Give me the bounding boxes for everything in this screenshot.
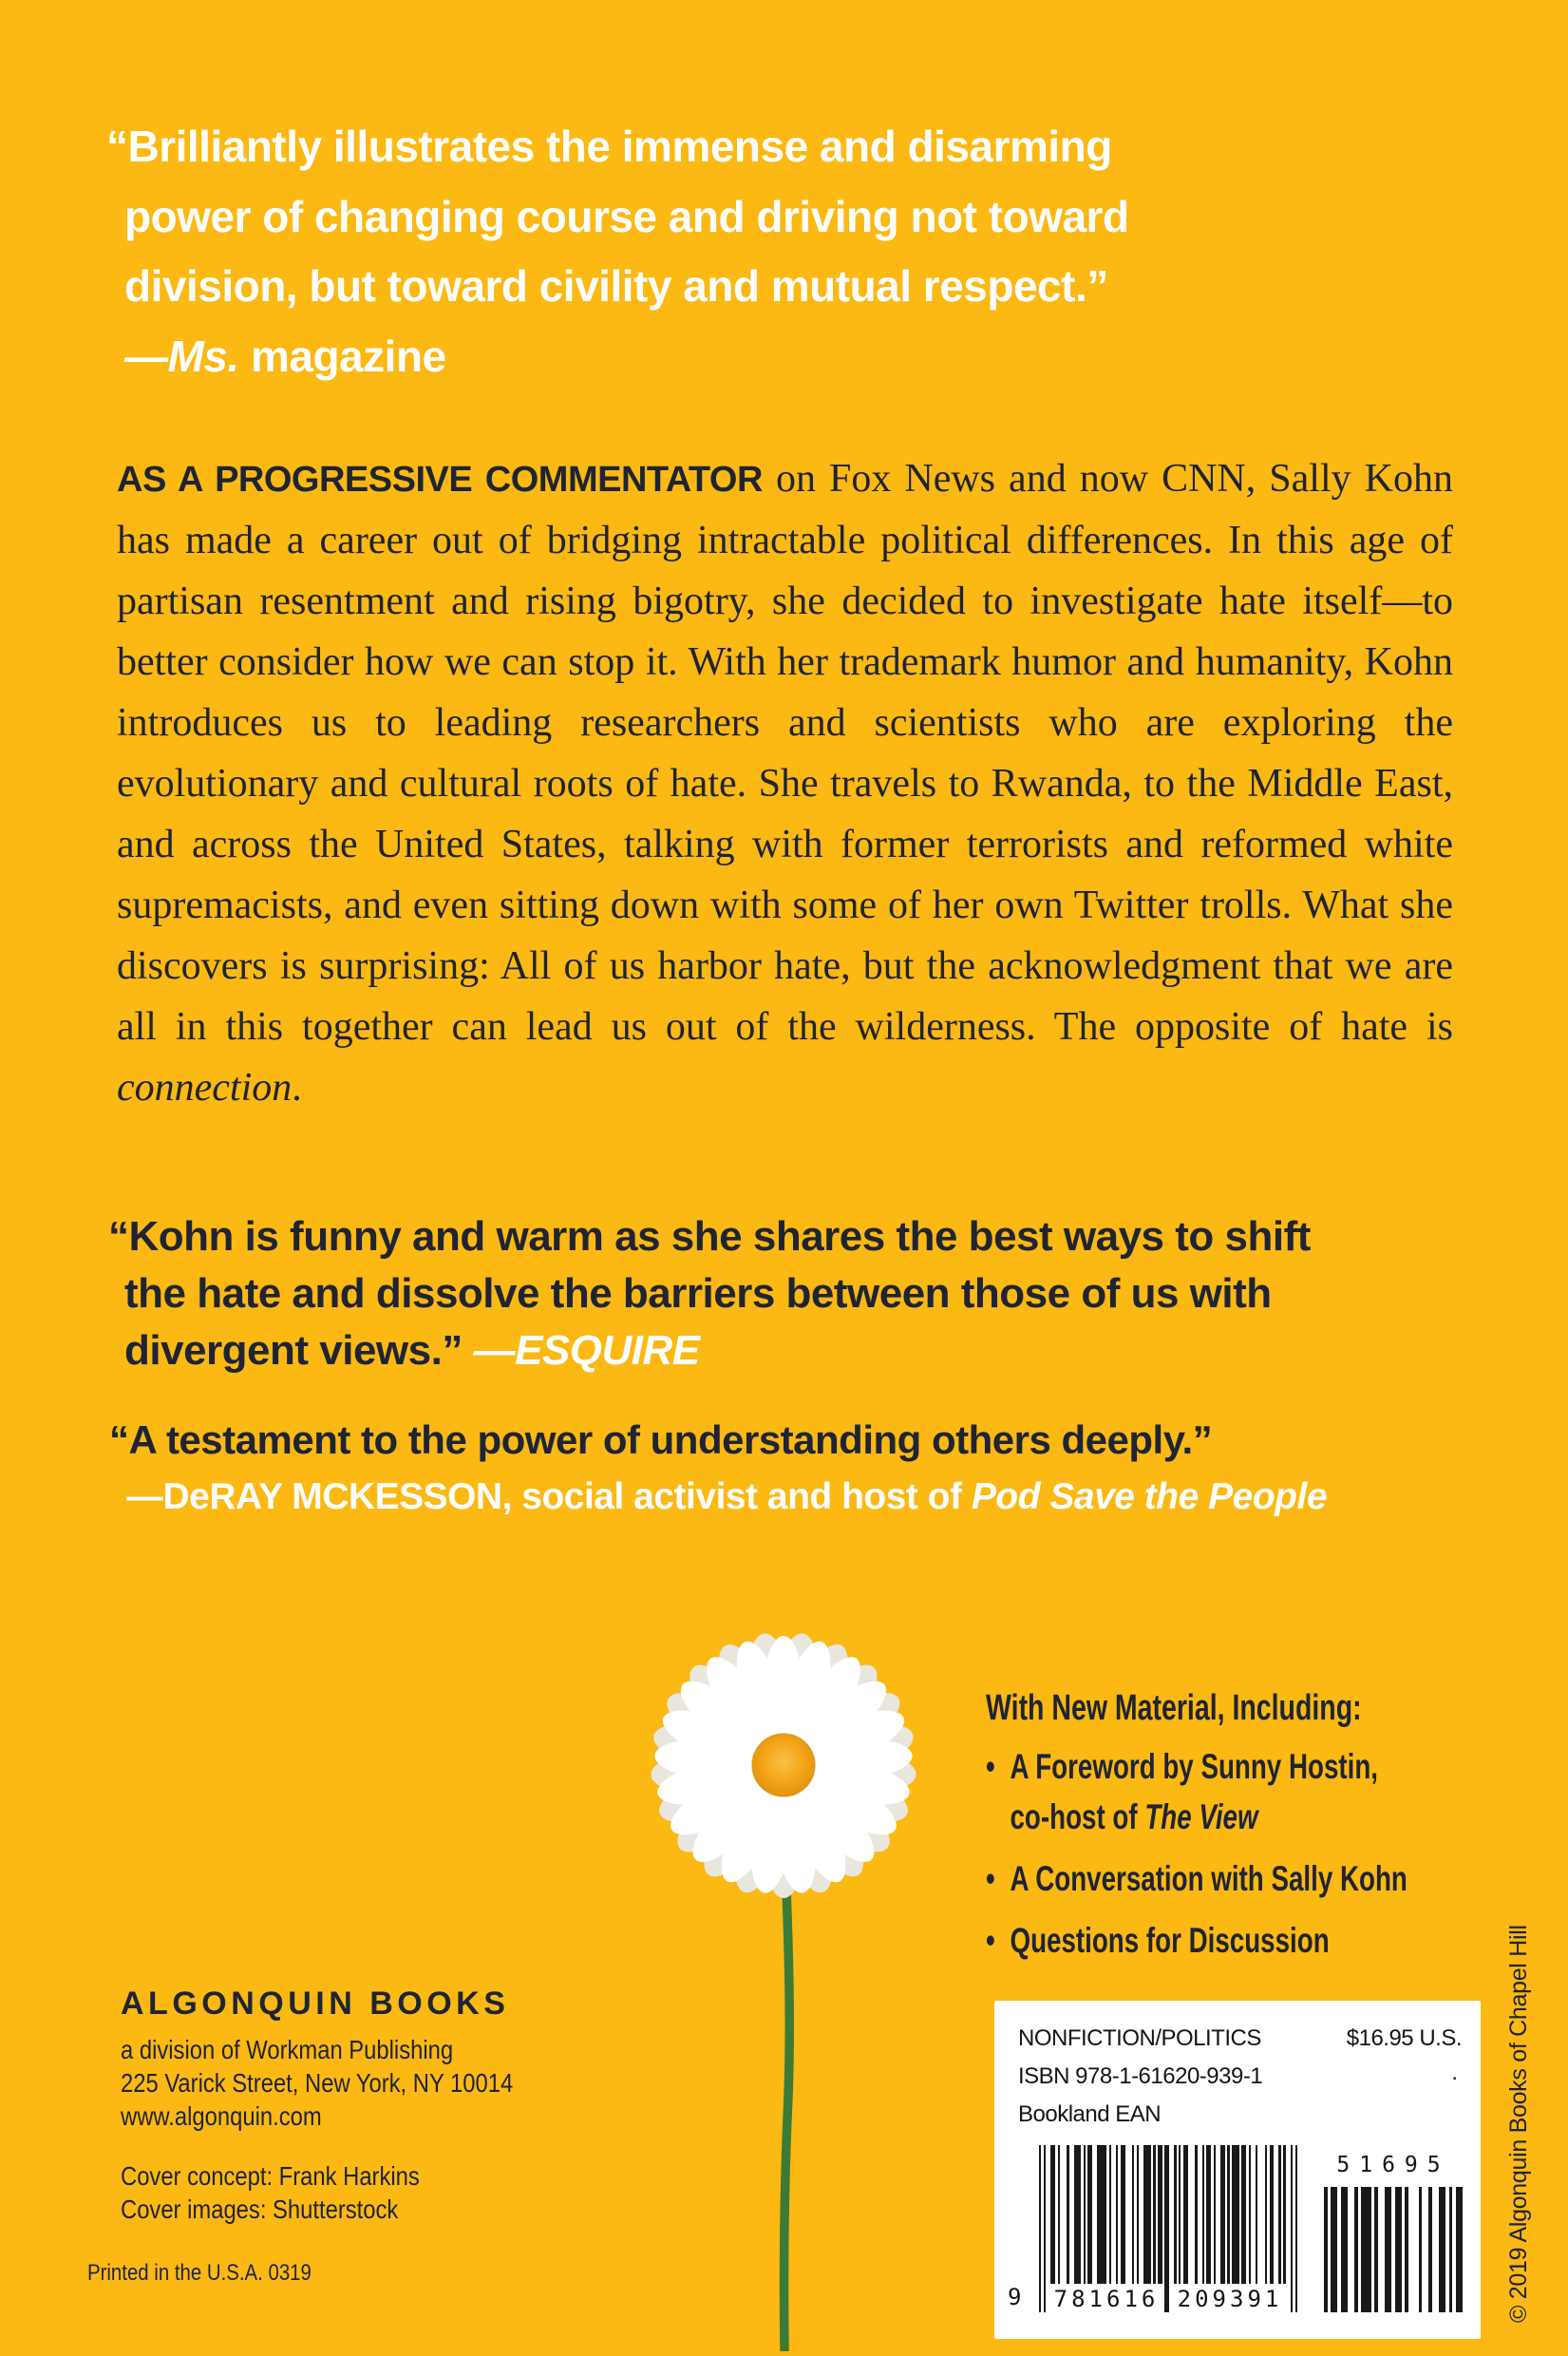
price-label: $16.95 U.S. [1346,2025,1462,2051]
synopsis-lead-in: AS A PROGRESSIVE COMMENTATOR [117,460,763,500]
synopsis-emphasis: connection [117,1066,293,1110]
review-quote-esquire [108,1208,1473,1379]
printed-note: Printed in the U.S.A. 0319 [87,2260,312,2286]
price-dot: . [1451,2060,1458,2085]
list-item [986,1853,1568,1904]
addon-barcode [1324,2187,1463,2312]
ean-digits-right: 209391 [1174,2284,1286,2312]
synopsis-period: . [292,1066,302,1110]
cover-images-credit: Cover images: Shutterstock [121,2194,399,2224]
quote-attribution [124,322,1454,392]
review-quote-ms-magazine [106,112,1454,391]
attribution-show-title: Pod Save the People [971,1476,1328,1517]
review-quote-deray: “A testament to the power of understanding others deeply.” [109,1417,1213,1462]
quote-line [124,1322,1473,1379]
new-material-heading: With New Material, Including: [986,1688,1362,1728]
list-item-text: Questions for Discussion [1010,1921,1330,1960]
bullet-icon: • [986,1859,995,1898]
bullet-icon: • [986,1747,995,1786]
attribution-name: —DeRAY MCKESSON, [126,1476,512,1517]
addon-digits: 51695 [1336,2153,1450,2177]
ean-barcode [1039,2145,1297,2312]
quote-attribution: —ESQUIRE [473,1327,700,1374]
show-title: The View [1144,1797,1258,1836]
list-item-text: A Conversation with Sally Kohn [1010,1859,1407,1898]
ean-digits-left: 781616 [1050,2284,1162,2312]
category-label: NONFICTION/POLITICS [1018,2025,1261,2051]
publisher-website: www.algonquin.com [121,2101,322,2131]
list-item [986,1741,1568,1792]
bookland-ean-label: Bookland EAN [1018,2101,1162,2127]
quote-line: power of changing course and driving not toward [124,191,1129,241]
synopsis-paragraph [117,448,1453,1118]
cover-concept-credit: Cover concept: Frank Harkins [121,2161,420,2191]
quote-line: “Brilliantly illustrates the immense and disarming [106,122,1112,171]
synopsis-body: on Fox News and now CNN, Sally Kohn has made a career out of bridging intractable political differences. In this age of partisan resentment and rising bigotry, she decided to investigate hate itself—to better consider how we can stop it. With her trademark humor and humanity, Kohn introduces us to leading researchers and scientists who are exploring the evolutionary and cultural roots of hate. She travels to Rwanda, to the Middle East, and across the United States, talking with former terrorists and reformed white supremacists, and even sitting down with some of her own Twitter trolls. What she discovers is surprising: All of us harbor hate, but the acknowledgment that we are all in this together can lead us out of the wilderness. The opposite of hate is [117,457,1453,1049]
list-item-text: A Foreword by Sunny Hostin, [1010,1747,1378,1786]
list-item-continued [986,1792,1568,1842]
attribution-source: —Ms. [124,331,239,381]
attribution-role: social activist and host of [511,1476,972,1517]
quote-line: “Kohn is funny and warm as she shares the best ways to shift [108,1213,1311,1260]
publisher-division: a division of Workman Publishing [121,2035,454,2064]
quote-end: divergent views.” [124,1327,474,1374]
deray-attribution [126,1472,1475,1522]
list-item-text: co-host of [1010,1797,1145,1836]
publisher-block [121,1982,690,2226]
isbn-label: ISBN 978-1-61620-939-1 [1018,2063,1263,2089]
list-item [986,1915,1568,1966]
publisher-name: ALGONQUIN BOOKS [121,1986,510,2022]
ean-first-digit: 9 [1008,2284,1022,2310]
bullet-icon: • [986,1921,995,1960]
quote-line: division, but toward civility and mutual respect.” [124,261,1108,311]
publisher-address: 225 Varick Street, New York, NY 10014 [121,2068,514,2098]
quote-line: the hate and dissolve the barriers between those of us with [124,1270,1272,1317]
new-material-section [986,1686,1568,1966]
attribution-rest: magazine [238,331,446,381]
copyright-vertical-text: © 2019 Algonquin Books of Chapel Hill [1505,1925,1532,2323]
barcode-box [994,2001,1481,2339]
